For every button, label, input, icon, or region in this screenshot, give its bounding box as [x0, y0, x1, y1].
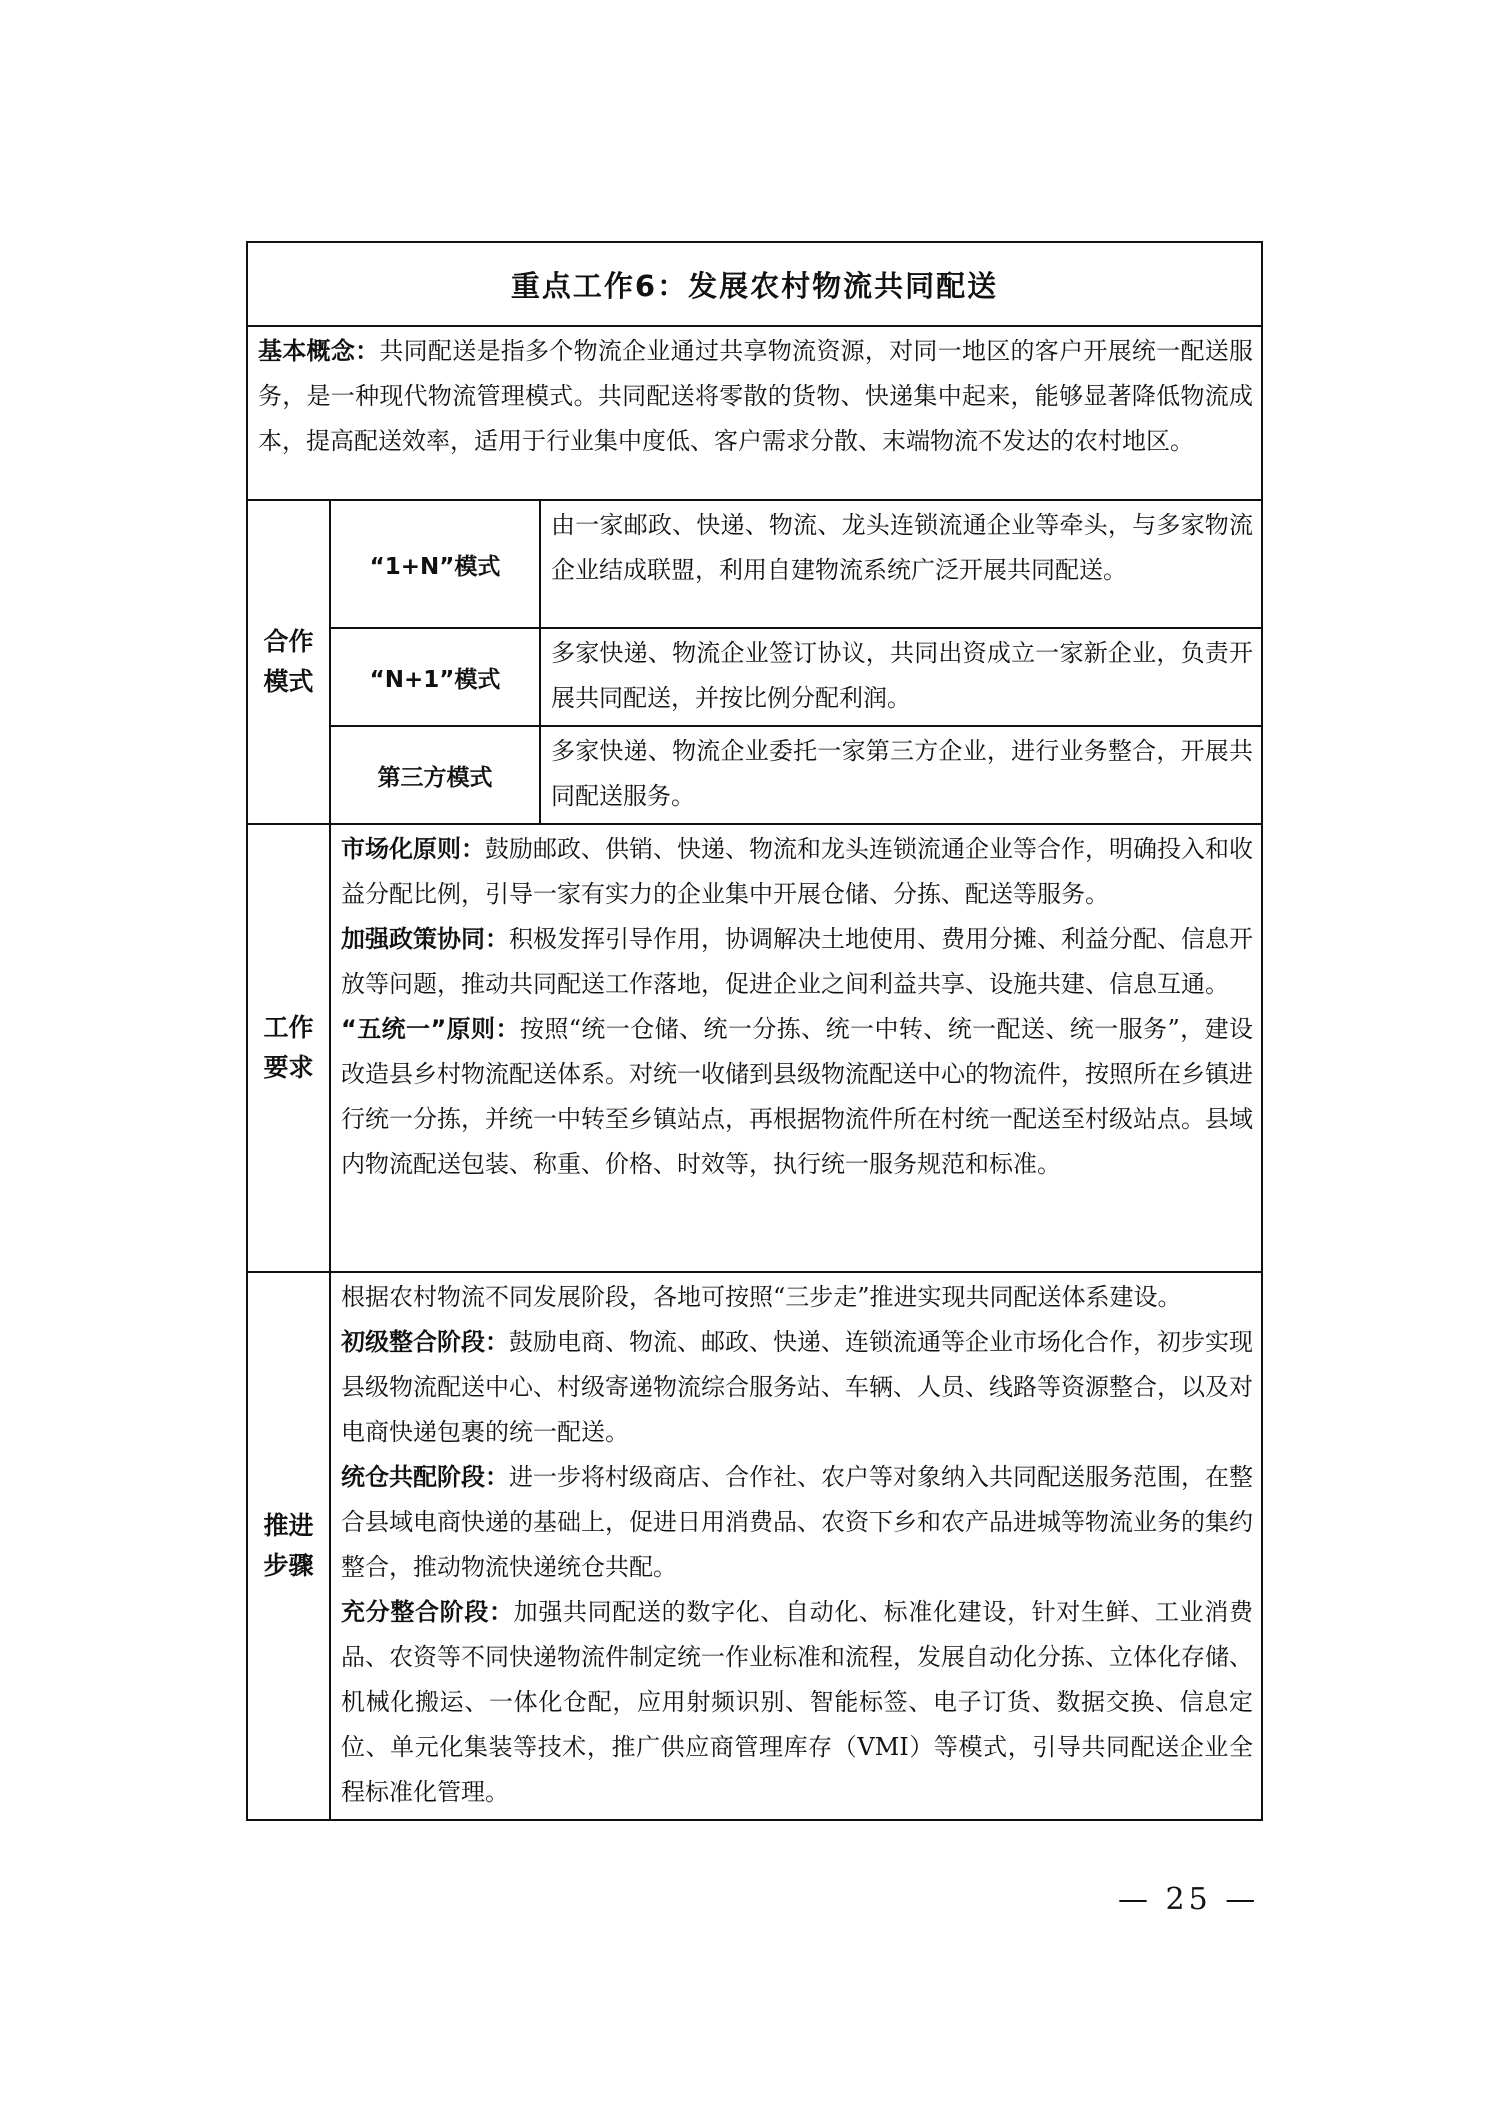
mode-1plusn-name: “1+N”模式	[330, 500, 540, 628]
mode-nplus1-desc: 多家快递、物流企业签订协议，共同出资成立一家新企业，负责开展共同配送，并按比例分配利润。	[540, 628, 1262, 726]
requirement-policy-head: 加强政策协同：	[341, 925, 509, 953]
step-initial-head: 初级整合阶段：	[341, 1328, 509, 1356]
requirement-five-unified-head: “五统一”原则：	[341, 1015, 520, 1043]
requirement-policy-text: 积极发挥引导作用，协调解决土地使用、费用分摊、利益分配、信息开放等问题，推动共同配送工作落地，促进企业之间利益共享、设施共建、信息互通。	[341, 925, 1253, 998]
requirement-market	[341, 827, 1253, 917]
requirement-market-text: 鼓励邮政、供销、快递、物流和龙头连锁流通企业等合作，明确投入和收益分配比例，引导一家有实力的企业集中开展仓储、分拣、配送等服务。	[341, 835, 1253, 908]
step-shared-warehouse	[341, 1455, 1253, 1590]
requirements-label: 工作 要求	[247, 824, 330, 1272]
concept-text: 共同配送是指多个物流企业通过共享物流资源，对同一地区的客户开展统一配送服务，是一种现代物流管理模式。共同配送将零散的货物、快递集中起来，能够显著降低物流成本，提高配送效率，适用于行业集中度低、客户需求分散、末端物流不发达的农村地区。	[258, 337, 1253, 455]
step-full-integration-text: 加强共同配送的数字化、自动化、标准化建设，针对生鲜、工业消费品、农资等不同快递物流件制定统一作业标准和流程，发展自动化分拣、立体化存储、机械化搬运、一体化仓配，应用射频识别、智能标签、电子订货、数据交换、信息定位、单元化集装等技术，推广供应商管理库存（VMI）等模式，引导共同配送企业全程标准化管理。	[341, 1598, 1254, 1806]
key-work-table	[246, 241, 1263, 1821]
step-shared-warehouse-head: 统仓共配阶段：	[341, 1463, 509, 1491]
concept-label: 基本概念：	[258, 337, 380, 365]
step-full-integration-head: 充分整合阶段：	[341, 1598, 514, 1626]
step-full-integration	[341, 1590, 1253, 1815]
requirement-five-unified	[341, 1007, 1253, 1187]
concept-cell	[247, 326, 1262, 500]
mode-third-party-name: 第三方模式	[330, 726, 540, 824]
requirements-cell	[330, 824, 1262, 1272]
page-number: — 25 —	[1118, 1882, 1260, 1917]
step-initial	[341, 1320, 1253, 1455]
table-title: 重点工作6：发展农村物流共同配送	[247, 242, 1262, 326]
steps-intro: 根据农村物流不同发展阶段，各地可按照“三步走”推进实现共同配送体系建设。	[341, 1283, 1182, 1311]
cooperation-label: 合作 模式	[247, 500, 330, 824]
mode-nplus1-name: “N+1”模式	[330, 628, 540, 726]
step-shared-warehouse-text: 进一步将村级商店、合作社、农户等对象纳入共同配送服务范围，在整合县域电商快递的基础上，促进日用消费品、农资下乡和农产品进城等物流业务的集约整合，推动物流快递统仓共配。	[341, 1463, 1253, 1581]
steps-label: 推进 步骤	[247, 1272, 330, 1820]
requirement-five-unified-text: 按照“统一仓储、统一分拣、统一中转、统一配送、统一服务”，建设改造县乡村物流配送体系。对统一收储到县级物流配送中心的物流件，按照所在乡镇进行统一分拣，并统一中转至乡镇站点，再根据物流件所在村统一配送至村级站点。县域内物流配送包装、称重、价格、时效等，执行统一服务规范和标准。	[341, 1015, 1254, 1178]
mode-1plusn-desc: 由一家邮政、快递、物流、龙头连锁流通企业等牵头，与多家物流企业结成联盟，利用自建物流系统广泛开展共同配送。	[540, 500, 1262, 628]
step-initial-text: 鼓励电商、物流、邮政、快递、连锁流通等企业市场化合作，初步实现县级物流配送中心、村级寄递物流综合服务站、车辆、人员、线路等资源整合，以及对电商快递包裹的统一配送。	[341, 1328, 1253, 1446]
requirement-market-head: 市场化原则：	[341, 835, 485, 863]
requirement-policy	[341, 917, 1253, 1007]
steps-cell	[330, 1272, 1262, 1820]
mode-third-party-desc: 多家快递、物流企业委托一家第三方企业，进行业务整合，开展共同配送服务。	[540, 726, 1262, 824]
